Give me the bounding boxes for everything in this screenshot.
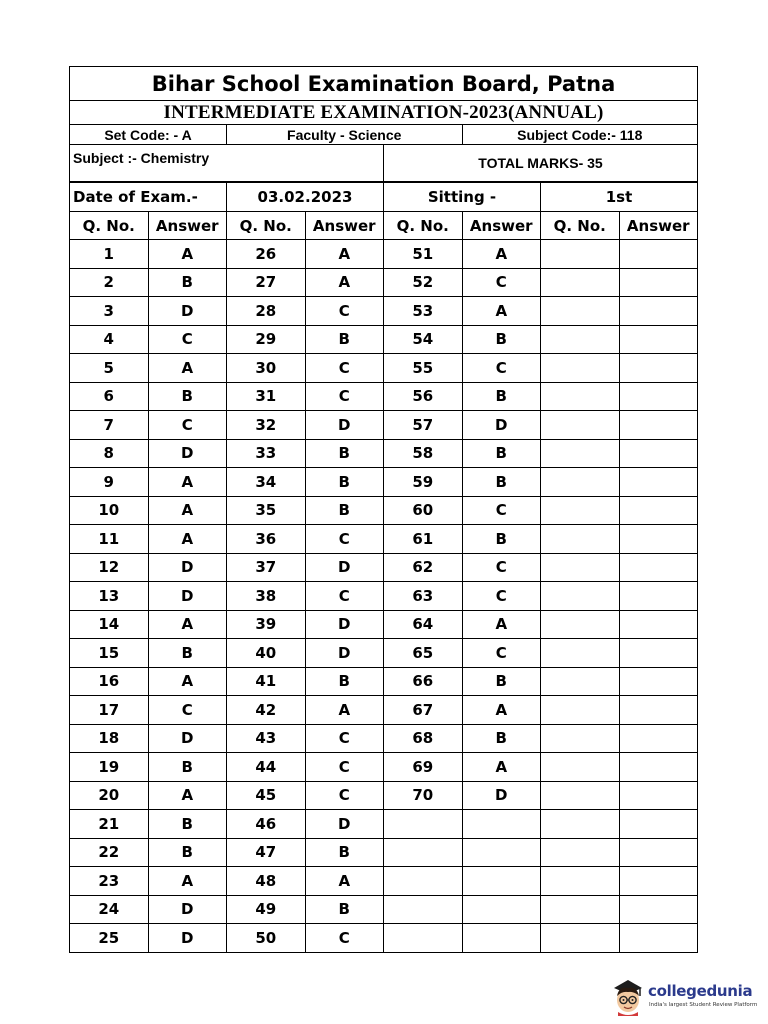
question-number: 21: [70, 810, 149, 839]
brand-tagline: India's largest Student Review Platform: [649, 1002, 758, 1008]
question-number: 20: [70, 781, 149, 810]
question-number: 48: [227, 867, 306, 896]
answer-cell: A: [148, 468, 227, 497]
answer-cell: [619, 867, 698, 896]
answer-cell: A: [305, 268, 384, 297]
answer-cell: A: [462, 753, 541, 782]
table-row: [70, 297, 698, 326]
answer-cell: [619, 781, 698, 810]
date-label: Date of Exam.-: [70, 182, 227, 212]
question-number: 33: [227, 439, 306, 468]
question-number: 27: [227, 268, 306, 297]
question-number: [541, 838, 620, 867]
answer-cell: [619, 610, 698, 639]
question-number: 30: [227, 354, 306, 383]
answer-cell: [619, 297, 698, 326]
answer-cell: [462, 838, 541, 867]
answer-cell: C: [462, 582, 541, 611]
answer-cell: B: [462, 667, 541, 696]
answer-cell: B: [462, 439, 541, 468]
answer-cell: B: [148, 838, 227, 867]
question-number: 59: [384, 468, 463, 497]
question-number: 11: [70, 525, 149, 554]
question-number: [541, 895, 620, 924]
answer-cell: [619, 753, 698, 782]
question-number: 15: [70, 639, 149, 668]
question-number: 2: [70, 268, 149, 297]
answer-cell: [619, 667, 698, 696]
question-number: 54: [384, 325, 463, 354]
answer-cell: A: [305, 696, 384, 725]
answer-cell: C: [462, 639, 541, 668]
question-number: 5: [70, 354, 149, 383]
answer-cell: D: [148, 924, 227, 953]
answer-cell: A: [148, 781, 227, 810]
table-row: [70, 867, 698, 896]
answer-cell: C: [462, 496, 541, 525]
question-number: 29: [227, 325, 306, 354]
faculty: Faculty - Science: [227, 125, 463, 145]
answer-cell: B: [462, 468, 541, 497]
column-header-answer: Answer: [619, 212, 698, 240]
answer-key-sheet: [69, 66, 698, 953]
answer-cell: B: [305, 439, 384, 468]
question-number: 10: [70, 496, 149, 525]
answer-cell: A: [148, 610, 227, 639]
answer-cell: [619, 325, 698, 354]
question-number: [541, 496, 620, 525]
question-number: 56: [384, 382, 463, 411]
answer-cell: B: [148, 753, 227, 782]
answer-cell: B: [305, 496, 384, 525]
answer-cell: B: [305, 895, 384, 924]
question-number: 67: [384, 696, 463, 725]
question-number: [541, 639, 620, 668]
answer-cell: B: [148, 382, 227, 411]
question-number: 14: [70, 610, 149, 639]
question-number: 62: [384, 553, 463, 582]
answer-cell: C: [148, 411, 227, 440]
question-number: [541, 240, 620, 269]
date-value: 03.02.2023: [227, 182, 384, 212]
question-number: 34: [227, 468, 306, 497]
question-number: [541, 382, 620, 411]
question-number: 44: [227, 753, 306, 782]
answer-cell: A: [462, 610, 541, 639]
answer-cell: D: [305, 610, 384, 639]
question-number: 60: [384, 496, 463, 525]
question-number: 63: [384, 582, 463, 611]
column-header-qno: Q. No.: [384, 212, 463, 240]
table-row: [70, 240, 698, 269]
answer-cell: B: [462, 525, 541, 554]
answer-cell: D: [305, 639, 384, 668]
question-number: 58: [384, 439, 463, 468]
answer-cell: [619, 496, 698, 525]
answer-cell: A: [462, 297, 541, 326]
question-number: 50: [227, 924, 306, 953]
question-number: 12: [70, 553, 149, 582]
table-row: [70, 639, 698, 668]
question-number: 55: [384, 354, 463, 383]
answer-cell: A: [148, 525, 227, 554]
question-number: [541, 582, 620, 611]
answer-cell: A: [148, 354, 227, 383]
question-number: [384, 838, 463, 867]
question-number: [384, 924, 463, 953]
answer-cell: D: [462, 781, 541, 810]
answer-cell: D: [148, 582, 227, 611]
answer-cell: B: [462, 724, 541, 753]
answer-cell: B: [148, 639, 227, 668]
question-number: [541, 781, 620, 810]
table-row: [70, 468, 698, 497]
question-number: 46: [227, 810, 306, 839]
answer-cell: A: [148, 496, 227, 525]
answer-cell: [462, 924, 541, 953]
question-number: 31: [227, 382, 306, 411]
answer-cell: A: [462, 696, 541, 725]
question-number: 7: [70, 411, 149, 440]
total-marks: TOTAL MARKS- 35: [384, 145, 698, 183]
question-number: 51: [384, 240, 463, 269]
question-number: [541, 924, 620, 953]
table-row: [70, 325, 698, 354]
question-number: 66: [384, 667, 463, 696]
answer-cell: [619, 924, 698, 953]
question-number: 16: [70, 667, 149, 696]
answer-cell: [619, 838, 698, 867]
question-number: 6: [70, 382, 149, 411]
answer-cell: B: [148, 810, 227, 839]
answer-cell: C: [305, 354, 384, 383]
question-number: [541, 354, 620, 383]
subject-name: Subject :- Chemistry: [70, 145, 384, 183]
question-number: [541, 667, 620, 696]
answer-cell: C: [305, 781, 384, 810]
table-row: [70, 838, 698, 867]
answer-cell: B: [148, 268, 227, 297]
answer-cell: A: [462, 240, 541, 269]
table-row: [70, 496, 698, 525]
answer-cell: C: [462, 268, 541, 297]
set-code: Set Code: - A: [70, 125, 227, 145]
question-number: [541, 753, 620, 782]
answer-cell: A: [148, 667, 227, 696]
question-number: 53: [384, 297, 463, 326]
question-number: [384, 810, 463, 839]
answer-cell: C: [305, 525, 384, 554]
question-number: 24: [70, 895, 149, 924]
table-row: [70, 924, 698, 953]
answer-cell: [619, 724, 698, 753]
column-header-answer: Answer: [462, 212, 541, 240]
answer-cell: [619, 439, 698, 468]
question-number: 65: [384, 639, 463, 668]
board-title: Bihar School Examination Board, Patna: [70, 67, 698, 101]
question-number: 70: [384, 781, 463, 810]
answer-cell: B: [462, 382, 541, 411]
question-number: [541, 696, 620, 725]
question-number: 41: [227, 667, 306, 696]
question-number: [541, 810, 620, 839]
answer-cell: D: [148, 724, 227, 753]
question-number: 47: [227, 838, 306, 867]
table-row: [70, 781, 698, 810]
mascot-icon: [610, 976, 646, 1016]
answer-cell: C: [305, 753, 384, 782]
column-header-answer: Answer: [305, 212, 384, 240]
answer-cell: D: [305, 411, 384, 440]
answer-cell: D: [148, 895, 227, 924]
sitting-label: Sitting -: [384, 182, 541, 212]
question-number: [384, 895, 463, 924]
answer-cell: [619, 696, 698, 725]
table-row: [70, 582, 698, 611]
answer-cell: [619, 411, 698, 440]
table-row: [70, 753, 698, 782]
question-number: 57: [384, 411, 463, 440]
answer-cell: B: [305, 325, 384, 354]
answer-cell: [462, 867, 541, 896]
question-number: 64: [384, 610, 463, 639]
table-row: [70, 696, 698, 725]
table-row: [70, 268, 698, 297]
question-number: 49: [227, 895, 306, 924]
table-row: [70, 724, 698, 753]
question-number: [541, 867, 620, 896]
column-header-qno: Q. No.: [70, 212, 149, 240]
question-number: 23: [70, 867, 149, 896]
table-row: [70, 382, 698, 411]
answer-cell: [619, 525, 698, 554]
question-number: 37: [227, 553, 306, 582]
question-number: 4: [70, 325, 149, 354]
question-number: 18: [70, 724, 149, 753]
answer-cell: B: [305, 468, 384, 497]
answer-cell: C: [462, 354, 541, 383]
question-number: [541, 297, 620, 326]
answer-cell: [619, 895, 698, 924]
question-number: 69: [384, 753, 463, 782]
answer-cell: C: [148, 696, 227, 725]
table-row: [70, 667, 698, 696]
table-row: [70, 525, 698, 554]
answer-cell: C: [305, 724, 384, 753]
answer-cell: [619, 639, 698, 668]
question-number: 1: [70, 240, 149, 269]
answer-cell: [619, 468, 698, 497]
answer-cell: C: [148, 325, 227, 354]
answer-cell: A: [305, 867, 384, 896]
table-row: [70, 439, 698, 468]
question-number: 35: [227, 496, 306, 525]
question-number: 38: [227, 582, 306, 611]
answer-cell: D: [462, 411, 541, 440]
question-number: [541, 724, 620, 753]
question-number: 61: [384, 525, 463, 554]
answer-cell: C: [305, 297, 384, 326]
question-number: 8: [70, 439, 149, 468]
question-number: 3: [70, 297, 149, 326]
question-number: 39: [227, 610, 306, 639]
column-header-qno: Q. No.: [227, 212, 306, 240]
answer-cell: B: [305, 667, 384, 696]
question-number: 28: [227, 297, 306, 326]
table-row: [70, 895, 698, 924]
answer-cell: [619, 553, 698, 582]
question-number: [541, 525, 620, 554]
subject-code: Subject Code:- 118: [462, 125, 698, 145]
answer-cell: [462, 895, 541, 924]
table-row: [70, 553, 698, 582]
question-number: [541, 325, 620, 354]
answer-cell: B: [305, 838, 384, 867]
answer-cell: C: [305, 582, 384, 611]
question-number: 52: [384, 268, 463, 297]
answer-cell: B: [462, 325, 541, 354]
answer-cell: D: [148, 297, 227, 326]
question-number: [541, 553, 620, 582]
exam-title: INTERMEDIATE EXAMINATION-2023(ANNUAL): [70, 101, 698, 125]
answer-cell: [619, 240, 698, 269]
brand-name: collegedunia: [648, 982, 753, 1000]
table-row: [70, 354, 698, 383]
question-number: 36: [227, 525, 306, 554]
question-number: 32: [227, 411, 306, 440]
answer-cell: [619, 268, 698, 297]
answer-cell: C: [305, 382, 384, 411]
column-header-qno: Q. No.: [541, 212, 620, 240]
table-row: [70, 810, 698, 839]
column-header-row: [70, 212, 698, 240]
answer-cell: [619, 354, 698, 383]
question-number: 26: [227, 240, 306, 269]
answer-cell: [462, 810, 541, 839]
answer-cell: [619, 382, 698, 411]
question-number: 25: [70, 924, 149, 953]
answer-cell: A: [148, 867, 227, 896]
question-number: [384, 867, 463, 896]
answer-cell: C: [462, 553, 541, 582]
question-number: 42: [227, 696, 306, 725]
question-number: [541, 610, 620, 639]
question-number: 17: [70, 696, 149, 725]
sitting-value: 1st: [541, 182, 698, 212]
question-number: 19: [70, 753, 149, 782]
question-number: [541, 468, 620, 497]
table-row: [70, 610, 698, 639]
answer-cell: D: [305, 553, 384, 582]
question-number: 13: [70, 582, 149, 611]
answer-cell: D: [148, 553, 227, 582]
question-number: [541, 268, 620, 297]
collegedunia-watermark: [610, 974, 760, 1018]
answer-cell: D: [305, 810, 384, 839]
answer-cell: A: [305, 240, 384, 269]
answer-cell: A: [148, 240, 227, 269]
answer-cell: C: [305, 924, 384, 953]
question-number: 68: [384, 724, 463, 753]
question-number: 40: [227, 639, 306, 668]
column-header-answer: Answer: [148, 212, 227, 240]
answer-cell: [619, 582, 698, 611]
question-number: 9: [70, 468, 149, 497]
table-row: [70, 411, 698, 440]
question-number: 22: [70, 838, 149, 867]
question-number: 43: [227, 724, 306, 753]
question-number: 45: [227, 781, 306, 810]
question-number: [541, 411, 620, 440]
question-number: [541, 439, 620, 468]
answer-cell: D: [148, 439, 227, 468]
answer-cell: [619, 810, 698, 839]
